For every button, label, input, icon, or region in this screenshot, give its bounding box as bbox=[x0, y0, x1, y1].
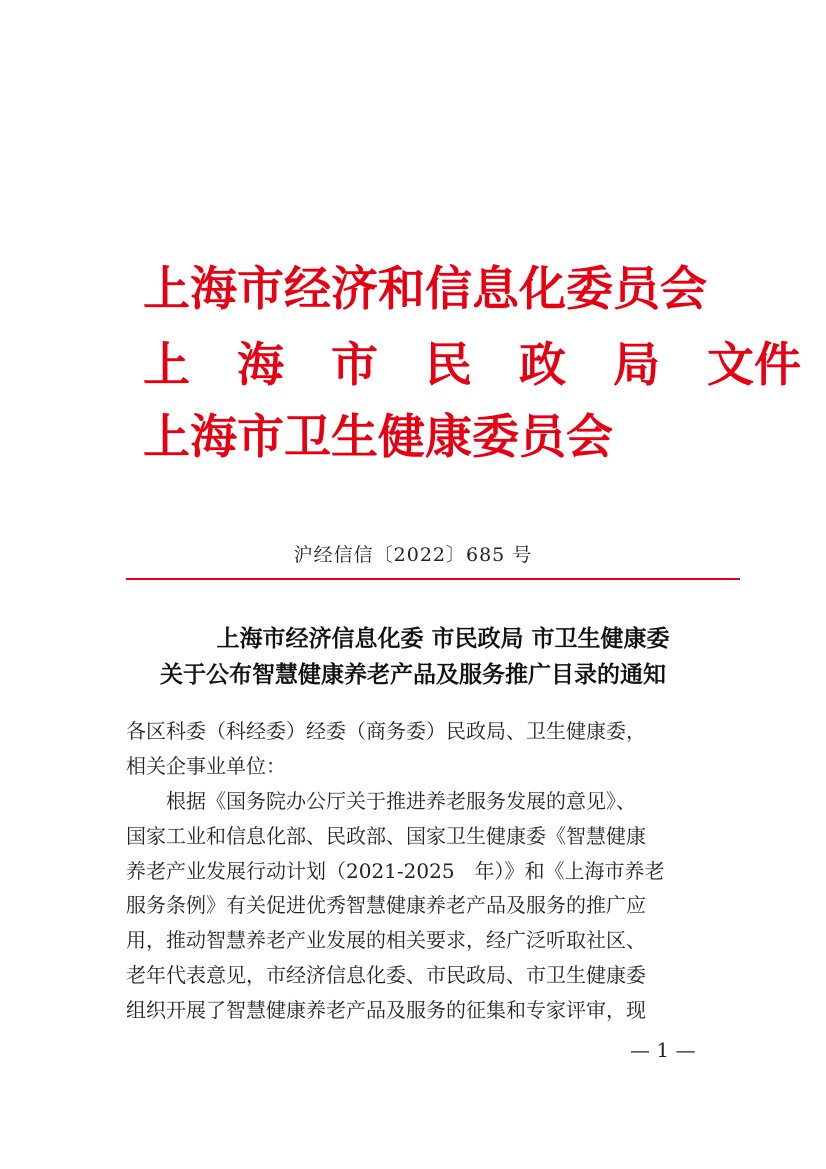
issuer-line-health-commission: 上海市卫生健康委员会 bbox=[143, 410, 613, 465]
addressee-line: 各区科委（科经委）经委（商务委）民政局、卫生健康委， bbox=[126, 719, 646, 743]
paragraph-line: 用，推动智慧养老产业发展的相关要求，经广泛听取社区、 bbox=[126, 928, 646, 953]
page-number: — 1 — bbox=[630, 1038, 696, 1062]
paragraph-line: 国家工业和信息化部、民政部、国家卫生健康委《智慧健康 bbox=[126, 823, 646, 848]
notice-title-line-1: 上海市经济信息化委 市民政局 市卫生健康委 bbox=[216, 625, 670, 652]
red-divider-line bbox=[126, 578, 740, 580]
paragraph-line: 组织开展了智慧健康养老产品及服务的征集和专家评审，现 bbox=[126, 997, 646, 1022]
addressee-block bbox=[126, 714, 716, 784]
paragraph-line: 根据《国务院办公厅关于推进养老服务发展的意见》、 bbox=[126, 789, 636, 813]
document-number: 沪经信信〔2022〕685 号 bbox=[293, 544, 533, 566]
addressee-line: 相关企事业单位： bbox=[126, 753, 286, 778]
issuer-line-economy-commission: 上海市经济和信息化委员会 bbox=[143, 262, 707, 317]
paragraph-line: 老年代表意见，市经济信息化委、市民政局、市卫生健康委 bbox=[126, 962, 646, 987]
issuer-line-civil-affairs-bureau: 上 海 市 民 政 局 文件 bbox=[143, 338, 801, 393]
body-paragraph bbox=[126, 784, 716, 1028]
notice-title-line-2: 关于公布智慧健康养老产品及服务推广目录的通知 bbox=[160, 661, 666, 688]
paragraph-line: 服务条例》有关促进优秀智慧健康养老产品及服务的推广应 bbox=[126, 893, 646, 918]
paragraph-line: 养老产业发展行动计划（2021-2025 年）》和《上海市养老 bbox=[126, 858, 665, 883]
